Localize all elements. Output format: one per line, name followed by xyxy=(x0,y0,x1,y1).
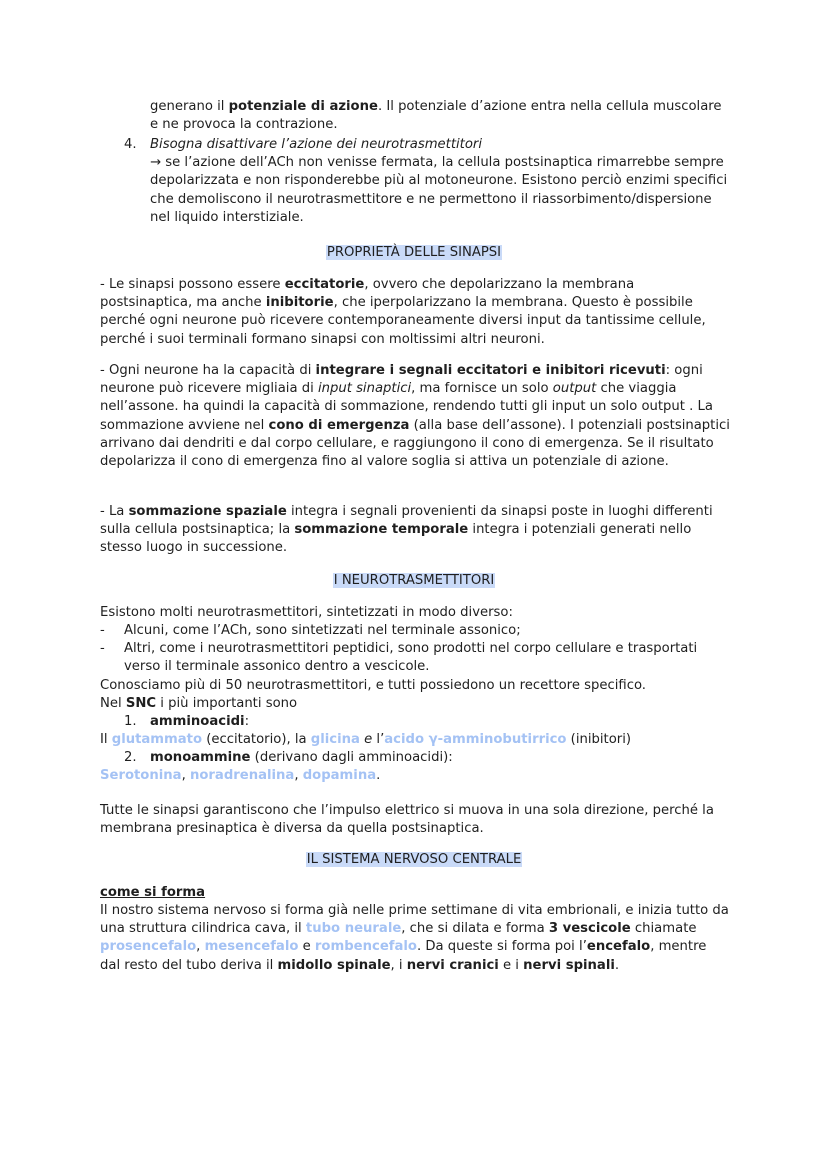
text: generano il xyxy=(150,99,229,114)
list-item-4 xyxy=(150,136,730,227)
text: . xyxy=(376,768,381,783)
text: chiamate xyxy=(630,921,697,937)
bold-text: monoammine xyxy=(150,750,251,765)
text: (eccitatorio), la xyxy=(202,732,311,747)
bold-text: amminoacidi xyxy=(150,714,245,729)
paragraph: Conosciamo più di 50 neurotrasmettitori, e tutti possiedono un recettore specifico. xyxy=(100,678,646,693)
text: che viaggia nell’assone. ha quindi la capacità di sommazione, rendendo tutti gli input un solo output . La sommazione avviene nel xyxy=(100,381,713,433)
text: (inibitori) xyxy=(566,732,632,747)
list-item: Altri, come i neurotrasmettitori peptidici, sono prodotti nel corpo cellulare e trasportati verso il terminale assonico dentro a vescicole. xyxy=(124,641,698,675)
list-number-4: 4. xyxy=(124,137,137,152)
paragraph xyxy=(100,695,730,713)
text: , mentre dal resto del tubo deriva il xyxy=(100,939,707,973)
text: e i xyxy=(498,957,524,973)
italic-title: Bisogna disattivare l’azione dei neurotrasmettitori xyxy=(150,137,483,152)
italic-text: output xyxy=(552,381,597,397)
text: integra i potenziali generati nello stesso luogo in successione. xyxy=(100,522,692,556)
bold-text: cono di emergenza xyxy=(268,417,410,433)
text: : xyxy=(244,714,250,729)
paragraph xyxy=(100,503,730,558)
highlight-term: mesencefalo xyxy=(204,939,299,955)
bold-text: inibitorie xyxy=(265,295,334,311)
paragraph xyxy=(100,362,730,471)
bold-text: integrare i segnali eccitatori e inibitori ricevuti xyxy=(315,363,666,378)
list-number-2: 2. xyxy=(124,750,137,765)
heading-text: I NEUROTRASMETTITORI xyxy=(333,573,495,588)
highlight-term: glicina xyxy=(310,732,360,747)
highlight-term: prosencefalo xyxy=(100,939,197,955)
heading-text: IL SISTEMA NERVOSO CENTRALE xyxy=(306,852,522,867)
underlined-subtitle: come si forma xyxy=(100,885,206,900)
text: , che iperpolarizzano la membrana. Questo è possibile perché ogni neurone può ricevere contemporaneamente diversi input da tantissime cellule, perché i suoi terminali formano sinapsi con moltissimi altri neuroni. xyxy=(100,295,706,347)
paragraph xyxy=(100,731,730,749)
text: - La xyxy=(100,504,129,519)
highlight-term: dopamina xyxy=(302,768,377,783)
text: , che si dilata e forma xyxy=(401,921,549,937)
subsection-title xyxy=(100,884,730,902)
list-item xyxy=(150,749,730,767)
dash-bullet: - xyxy=(100,623,105,638)
paragraph: Tutte le sinapsi garantiscono che l’impulso elettrico si muova in una sola direzione, perché la membrana presinaptica è diversa da quella postsinaptica. xyxy=(100,803,714,837)
text: , ma fornisce un solo xyxy=(411,381,553,397)
text: Il nostro sistema nervoso si forma già nelle prime settimane di vita embrionali, e inizia tutto da una struttura cilindrica cava, il xyxy=(100,903,729,937)
bold-text: midollo spinale xyxy=(277,957,391,973)
highlight-term: glutammato xyxy=(111,732,203,747)
paragraph xyxy=(100,276,730,349)
bold-text: SNC xyxy=(125,696,157,711)
text: (derivano dagli amminoacidi): xyxy=(250,750,453,765)
list-number-1: 1. xyxy=(124,714,137,729)
list-item xyxy=(150,713,730,731)
italic-text: input sinaptici xyxy=(317,381,412,397)
highlight-term: rombencefalo xyxy=(314,939,417,955)
text: , xyxy=(181,768,190,783)
text: - Ogni neurone ha la capacità di xyxy=(100,363,316,378)
list-item: Alcuni, come l’ACh, sono sintetizzati nel terminale assonico; xyxy=(124,623,521,638)
bold-text: 3 vescicole xyxy=(548,921,631,937)
bold-text: potenziale di azione xyxy=(228,99,378,114)
highlight-term: tubo neurale xyxy=(305,921,402,937)
bold-text: sommazione spaziale xyxy=(128,504,287,519)
text: e xyxy=(298,939,315,955)
text: , i xyxy=(390,957,407,973)
italic-text: e xyxy=(359,732,373,747)
text: . Il potenziale d’azione entra nella cellula muscolare e ne provoca la contrazione. xyxy=(150,99,722,133)
text: - Le sinapsi possono essere xyxy=(100,277,285,292)
paragraph: Esistono molti neurotrasmettitori, sintetizzati in modo diverso: xyxy=(100,605,513,620)
bold-text: eccitatorie xyxy=(284,277,365,292)
text: l’ xyxy=(372,732,385,747)
section-heading xyxy=(0,572,828,590)
heading-text: PROPRIETÀ DELLE SINAPSI xyxy=(326,245,502,260)
text: Nel xyxy=(100,696,126,711)
bold-text: nervi spinali xyxy=(523,957,615,973)
text: → se l’azione dell’ACh non venisse fermata, la cellula postsinaptica rimarrebbe sempre depolarizzata e non risponderebbe più al motoneurone. Esistono perciò enzimi specifici che demoliscono il neurotrasmettitore e ne permettono il riassorbimento/dispersione nel liquido interstiziale. xyxy=(150,155,728,225)
text: (alla base dell’assone). I potenziali postsinaptici arrivano dai dendriti e dal corpo cellulare, e raggiungono il cono di emergenza. Se il risultato depolarizza il cono di emergenza fino al valore soglia si attiva un potenziale di azione. xyxy=(100,417,730,470)
bold-text: sommazione temporale xyxy=(294,522,469,538)
paragraph xyxy=(100,902,730,975)
highlight-term: noradrenalina xyxy=(189,768,295,783)
bold-text: encefalo xyxy=(586,939,651,955)
text: . xyxy=(614,957,620,973)
text: integra i segnali provenienti da sinapsi poste in luoghi differenti sulla cellula postsinaptica; la xyxy=(100,504,713,538)
paragraph xyxy=(100,767,730,785)
section-heading xyxy=(0,851,828,869)
text: , ovvero che depolarizzano la membrana postsinaptica, ma anche xyxy=(100,277,635,311)
text: . Da queste si forma poi l’ xyxy=(416,939,587,955)
text: , xyxy=(196,939,205,955)
text: : ogni neurone può ricevere migliaia di xyxy=(100,363,703,397)
section-heading xyxy=(0,244,828,262)
bold-text: nervi cranici xyxy=(406,957,499,973)
highlight-term: Serotonina xyxy=(100,768,182,783)
text: , xyxy=(294,768,303,783)
list-item-3-continuation xyxy=(150,98,730,134)
dash-bullet: - xyxy=(100,641,105,656)
highlight-term: acido γ-amminobutirrico xyxy=(384,732,567,747)
text: Il xyxy=(100,732,112,747)
text: i più importanti sono xyxy=(156,696,298,711)
